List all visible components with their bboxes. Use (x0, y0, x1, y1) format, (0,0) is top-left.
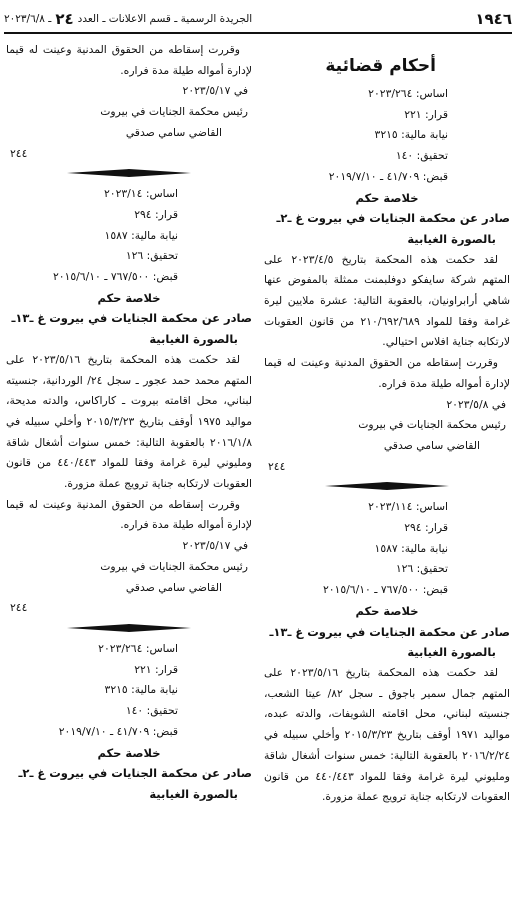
verdict-title: خلاصة حكم (355, 190, 419, 205)
judge-name: القاضي سامي صدقي (383, 438, 480, 452)
signature-date: في ٢٠٢٣/٥/٨ (446, 397, 506, 411)
reference-number: ٢٤٤ (268, 459, 286, 473)
civil-rights-paragraph: وقررت إسقاطه من الحقوق المدنية وعينت له قيما لإدارة أمواله طيلة مدة فراره. (6, 497, 252, 532)
verdict-paragraph: لقد حكمت هذه المحكمة بتاريخ ٢٠٢٣/٥/١٦ على المتهم محمد حمد عجور ـ سجل ٢٤/ الوردانية، جنسيته لبناني، محل اقامته بيروت ـ كاراكاس، والدته مديحة، مواليد ١٩٧٥ أوقف بتاريخ ٢٠١٥/٣/٢٣ وأخلي سبيله في ٢٠١٦/١/٨ بالعقوبة التالية: خمس سنوات أشغال شاقة ومليوني ليرة غرامة وفقا للمواد ٤٤٠/٤٤٣ من قانون العقوبات لارتكابه جناية ترويج عملة مزورة. (6, 352, 252, 491)
case-niyaba: نيابة مالية: ٣٢١٥ (374, 128, 448, 142)
court-president: رئيس محكمة الجنايات في بيروت (100, 559, 248, 573)
page-header (4, 6, 512, 34)
case-qarar: قرار: ٢٩٤ (134, 207, 178, 221)
verdict-paragraph: لقد حكمت هذه المحكمة بتاريخ ٢٠٢٣/٤/٥ على المتهم شركة سايفكو دوفلبمنت ممثلة بالمفوض عنها شاهي أرابراونيان، بالعقوبة التالية: عشرة ملايين ليرة غرامة وفقا للمواد ٢١٠/٦٩٢/٦٨٩ من قانون العقوبات لارتكابه جناية افلاس احتيالي. (264, 252, 510, 349)
section-divider (67, 168, 191, 178)
case-qabd: قبض: ٧٦٧/٥٠٠ ـ ٢٠١٥/٦/١٠ (322, 583, 448, 597)
case-tahqiq: تحقيق: ١٤٠ (395, 149, 448, 163)
judge-name: القاضي سامي صدقي (125, 125, 222, 139)
case-tahqiq: تحقيق: ١٤٠ (125, 704, 178, 718)
case-qabd: قبض: ٤١/٧٠٩ ـ ٢٠١٩/٧/١٠ (58, 724, 178, 738)
section-title: أحكام قضائية (325, 56, 436, 76)
issue-number: ٢٤ (55, 10, 74, 28)
case-asas: اساس: ٢٠٢٣/٢٦٤ (98, 641, 178, 655)
case-qarar: قرار: ٢٢١ (404, 107, 448, 121)
case-qabd: قبض: ٧٦٧/٥٠٠ ـ ٢٠١٥/٦/١٠ (52, 270, 178, 284)
civil-rights-paragraph: وقررت إسقاطه من الحقوق المدنية وعينت له قيما لإدارة أمواله طيلة مدة فراره. (264, 356, 510, 390)
verdict-title: خلاصة حكم (97, 745, 161, 760)
court-president: رئيس محكمة الجنايات في بيروت (358, 418, 506, 432)
court-subtitle: صادر عن محكمة الجنايات في بيروت غ ـ١٣ـ (269, 624, 510, 639)
case-asas: اساس: ٢٠٢٣/١٤ (103, 187, 178, 201)
court-subtitle: صادر عن محكمة الجنايات في بيروت غ ـ١٣ـ (11, 311, 252, 326)
case-niyaba: نيابة مالية: ١٥٨٧ (374, 541, 448, 555)
verdict-title: خلاصة حكم (355, 603, 419, 618)
case-qarar: قرار: ٢٢١ (134, 662, 178, 676)
case-asas: اساس: ٢٠٢٣/٢٦٤ (368, 87, 448, 100)
case-asas: اساس: ٢٠٢٣/١١٤ (368, 500, 448, 514)
judge-name: القاضي سامي صدقي (125, 580, 222, 594)
absentia-label: بالصورة الغيابية (407, 231, 496, 246)
reference-number: ٢٤٤ (10, 146, 28, 160)
header-info (4, 10, 252, 28)
left-column (6, 40, 252, 923)
gazette-title: الجريدة الرسمية ـ قسم الاعلانات ـ العدد (77, 13, 253, 25)
verdict-title: خلاصة حكم (97, 290, 161, 305)
signature-date: في ٢٠٢٣/٥/١٧ (182, 539, 248, 553)
section-divider (67, 623, 191, 633)
section-divider (325, 481, 449, 491)
case-qarar: قرار: ٢٩٤ (404, 521, 448, 535)
page-number: ١٩٤٦ (475, 10, 512, 28)
case-niyaba: نيابة مالية: ١٥٨٧ (104, 228, 178, 242)
case-tahqiq: تحقيق: ١٢٦ (395, 562, 448, 576)
verdict-paragraph: لقد حكمت هذه المحكمة بتاريخ ٢٠٢٣/٥/١٦ على المتهم جمال سمير باجوق ـ سجل ٨٢/ عيتا الشعب، جنسيته لبناني، محل اقامته الشويفات، والدته عبده، مواليد ١٩٧١ أوقف بتاريخ ٢٠١٥/٣/٢٣ وأخلي سبيله في ٢٠١٦/٢/٢٤ بالعقوبة التالية: خمس سنوات أشغال شاقة ومليوني ليرة غرامة وفقا للمواد ٤٤٠/٤٤٣ من قانون العقوبات لارتكابه جناية ترويج عملة مزورة. (264, 665, 510, 804)
absentia-label: بالصورة الغيابية (149, 786, 238, 801)
case-qabd: قبض: ٤١/٧٠٩ ـ ٢٠١٩/٧/١٠ (328, 169, 448, 183)
right-column (264, 40, 510, 923)
court-president: رئيس محكمة الجنايات في بيروت (100, 105, 248, 119)
court-subtitle: صادر عن محكمة الجنايات في بيروت غ ـ٢ـ (18, 766, 252, 781)
absentia-label: بالصورة الغيابية (407, 645, 496, 660)
reference-number: ٢٤٤ (10, 601, 28, 615)
civil-rights-paragraph: وقررت إسقاطه من الحقوق المدنية وعينت له قيما لإدارة أمواله طيلة مدة فراره. (6, 43, 252, 77)
signature-date: في ٢٠٢٣/٥/١٧ (182, 84, 248, 98)
absentia-label: بالصورة الغيابية (149, 332, 238, 347)
issue-date: ـ ٢٠٢٣/٦/٨ (4, 13, 52, 25)
case-tahqiq: تحقيق: ١٢٦ (125, 249, 178, 263)
court-subtitle: صادر عن محكمة الجنايات في بيروت غ ـ٢ـ (276, 211, 510, 226)
case-niyaba: نيابة مالية: ٣٢١٥ (104, 683, 178, 697)
